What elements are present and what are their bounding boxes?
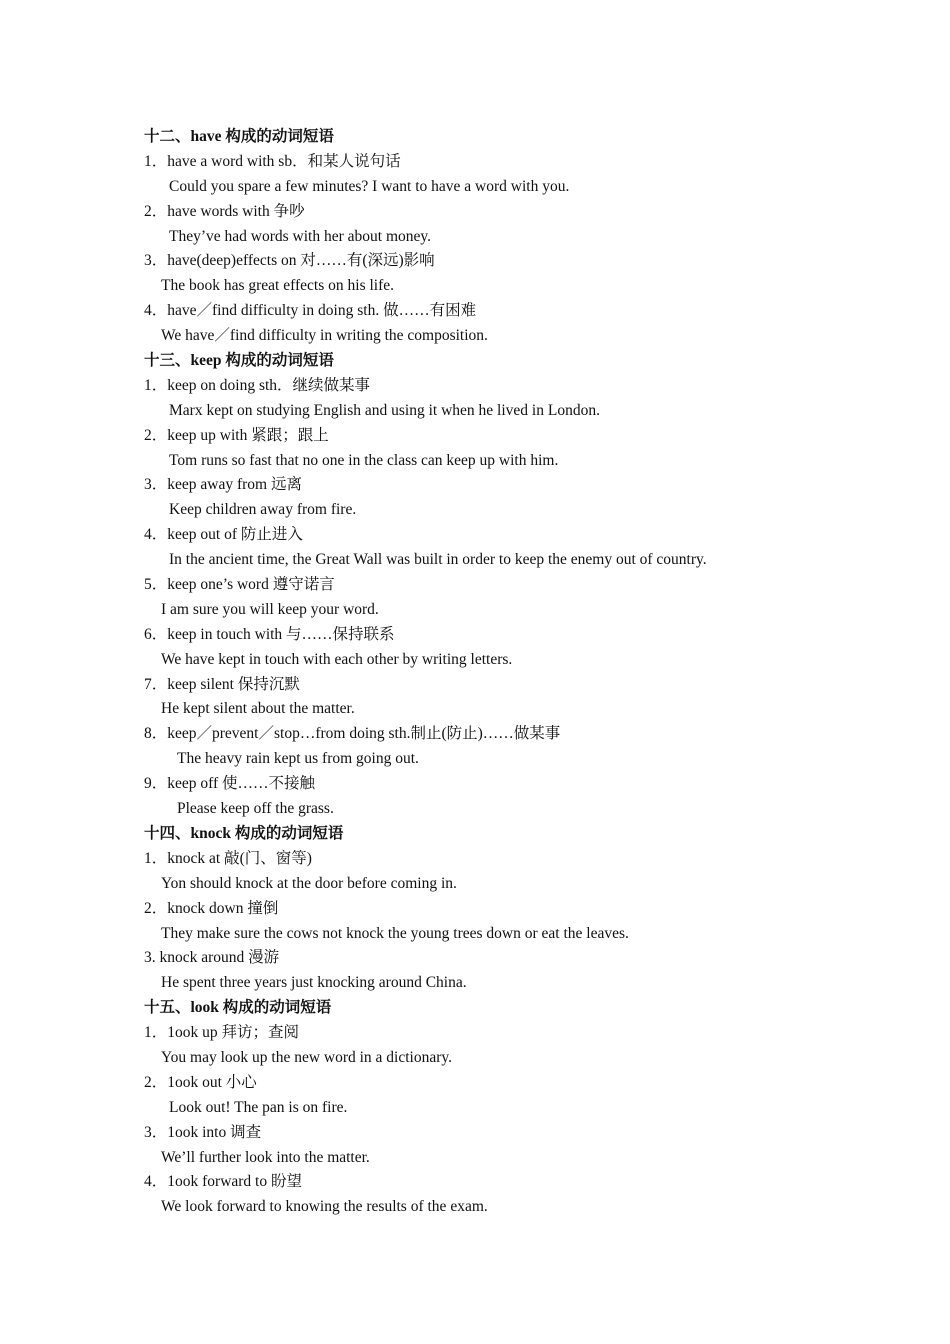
phrase-entry: 3．keep away from 远离 (144, 476, 302, 494)
example-sentence: Marx kept on studying English and using it when he lived in London. (169, 401, 600, 419)
section-heading: 十四、knock 构成的动词短语 (144, 824, 344, 842)
example-sentence: Could you spare a few minutes? I want to have a word with you. (169, 177, 570, 195)
section-heading: 十五、look 构成的动词短语 (144, 999, 332, 1017)
example-sentence: Please keep off the grass. (177, 800, 334, 818)
example-sentence: We look forward to knowing the results of the exam. (161, 1198, 488, 1216)
example-sentence: We have／find difficulty in writing the composition. (161, 327, 488, 345)
phrase-entry: 2．keep up with 紧跟；跟上 (144, 426, 329, 444)
example-sentence: You may look up the new word in a dictionary. (161, 1048, 453, 1066)
phrase-entry: 2．knock down 撞倒 (144, 899, 279, 917)
example-sentence: I am sure you will keep your word. (161, 600, 379, 618)
example-sentence: Tom runs so fast that no one in the class can keep up with him. (169, 451, 559, 469)
section-heading: 十三、keep 构成的动词短语 (144, 352, 334, 370)
phrase-entry: 9．keep off 使……不接触 (144, 775, 316, 793)
example-sentence: Keep children away from fire. (169, 501, 357, 519)
phrase-entry: 2．have words with 争吵 (144, 202, 305, 220)
example-sentence: They’ve had words with her about money. (169, 227, 431, 245)
example-sentence: Yon should knock at the door before coming in. (161, 874, 457, 892)
phrase-entry: 1．knock at 敲(门、窗等) (144, 849, 312, 867)
example-sentence: We have kept in touch with each other by writing letters. (161, 650, 513, 668)
phrase-entry: 2．1ook out 小心 (144, 1073, 257, 1091)
example-sentence: He spent three years just knocking around China. (161, 974, 467, 992)
phrase-entry: 7．keep silent 保持沉默 (144, 675, 300, 693)
phrase-entry: 1．keep on doing sth．继续做某事 (144, 376, 371, 394)
document-body (144, 125, 864, 1220)
example-sentence: The heavy rain kept us from going out. (177, 750, 419, 768)
phrase-entry: 3. knock around 漫游 (144, 949, 280, 967)
phrase-entry: 1．1ook up 拜访；查阅 (144, 1024, 300, 1042)
phrase-entry: 8．keep／prevent／stop…from doing sth.制止(防止)……做某事 (144, 725, 561, 743)
phrase-entry: 5．keep one’s word 遵守诺言 (144, 576, 335, 594)
example-sentence: We’ll further look into the matter. (161, 1148, 370, 1166)
example-sentence: They make sure the cows not knock the young trees down or eat the leaves. (161, 924, 629, 942)
example-sentence: In the ancient time, the Great Wall was built in order to keep the enemy out of country. (169, 551, 707, 569)
example-sentence: The book has great effects on his life. (161, 277, 394, 295)
section-heading: 十二、have 构成的动词短语 (144, 128, 334, 145)
phrase-entry: 6．keep in touch with 与……保持联系 (144, 625, 395, 643)
example-sentence: He kept silent about the matter. (161, 700, 355, 718)
phrase-entry: 1．have a word with sb．和某人说句话 (144, 152, 401, 170)
phrase-entry: 3．have(deep)effects on 对……有(深远)影响 (144, 252, 435, 270)
phrase-entry: 4．keep out of 防止进入 (144, 526, 303, 544)
phrase-entry: 4．1ook forward to 盼望 (144, 1173, 302, 1191)
example-sentence: Look out! The pan is on fire. (169, 1098, 348, 1116)
phrase-entry: 3．1ook into 调查 (144, 1123, 262, 1141)
phrase-entry: 4．have／find difficulty in doing sth. 做……有困难 (144, 302, 477, 320)
